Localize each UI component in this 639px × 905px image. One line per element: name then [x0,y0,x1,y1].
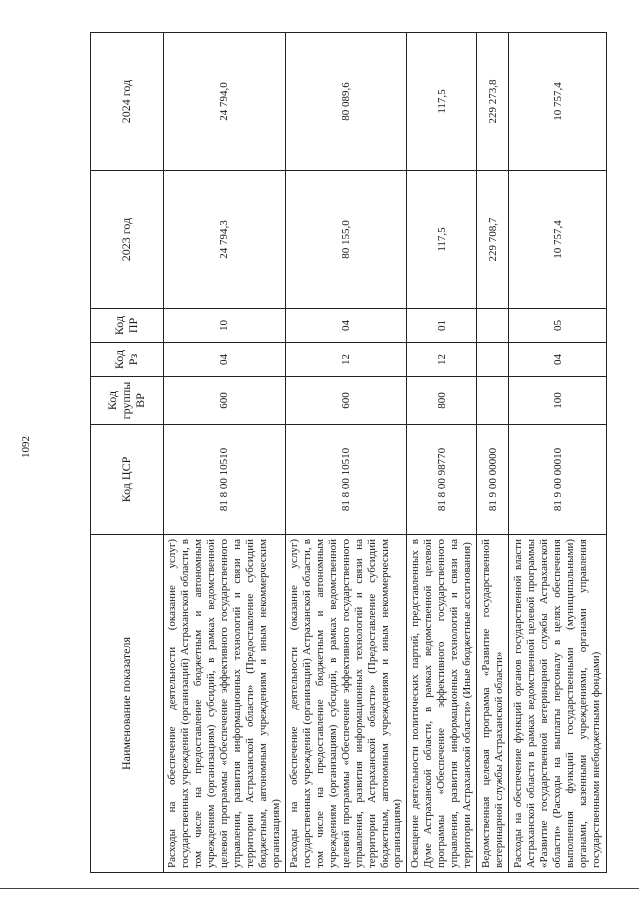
cell-2024: 80 089,6 [285,33,407,171]
page-number: 1092 [20,436,32,458]
cell-vr [477,377,509,425]
cell-pr [477,309,509,343]
header-csr: Код ЦСР [91,425,164,535]
cell-name: Расходы на обеспечение деятельности (оказание услуг) государственных учреждений (организаций) Астраханской области, в том числе на предоставление бюджетным и автономным учреждениям (организациям) субсидий, в рамках ведомственной целевой программы «Обеспечение эффективного государственного управления, развития информационных технологий и связи на территории Астраханской области» (Предоставление субсидий бюджетным, автономным учреждениям и иным некоммерческим организациям) [164,535,286,873]
table-row [407,33,477,873]
cell-name: Расходы на обеспечение деятельности (оказание услуг) государственных учреждений (организаций) Астраханской области, в том числе на предоставление бюджетным и автономным учреждениям (организациям) субсидий, в рамках ведомственной целевой программы «Обеспечение эффективного государственного управления, развития информационных технологий и связи на территории Астраханской области» (Предоставление субсидий бюджетным, автономным учреждениям и иным некоммерческим организациям) [285,535,407,873]
cell-rz [477,343,509,377]
cell-2023: 117,5 [407,171,477,309]
cell-2024: 10 757,4 [509,33,607,171]
cell-2023: 24 794,3 [164,171,286,309]
cell-pr: 01 [407,309,477,343]
cell-csr: 81 9 00 00000 [477,425,509,535]
table-row [164,33,286,873]
cell-vr: 600 [285,377,407,425]
table-row [477,33,509,873]
cell-rz: 12 [285,343,407,377]
header-name: Наименование показателя [91,535,164,873]
table-row [285,33,407,873]
header-2024: 2024 год [91,33,164,171]
cell-vr: 100 [509,377,607,425]
cell-csr: 81 8 00 98770 [407,425,477,535]
table-row [509,33,607,873]
cell-pr: 05 [509,309,607,343]
cell-pr: 04 [285,309,407,343]
cell-2024: 117,5 [407,33,477,171]
page-bottom-rule [0,888,639,889]
rotated-table-container [90,33,603,873]
cell-name: Расходы на обеспечение функций органов государственной власти Астраханской области в рамках ведомственной целевой программы «Развитие государственной ветеринарной службы Астраханской области» (Расходы на выплаты персоналу в целях обеспечения выполнения функций государственными (муниципальными) органами, казенными учреждениями, органами управления государственными внебюджетными фондами) [509,535,607,873]
cell-vr: 800 [407,377,477,425]
cell-csr: 81 8 00 10510 [285,425,407,535]
cell-2023: 229 708,7 [477,171,509,309]
cell-vr: 600 [164,377,286,425]
cell-2024: 229 273,8 [477,33,509,171]
cell-name: Ведомственная целевая программа «Развитие государственной ветеринарной службы Астраханской области» [477,535,509,873]
header-2023: 2023 год [91,171,164,309]
table-header-row [91,33,164,873]
cell-rz: 04 [509,343,607,377]
cell-2024: 24 794,0 [164,33,286,171]
cell-2023: 10 757,4 [509,171,607,309]
cell-name: Освещение деятельности политических партий, представленных в Думе Астраханской области, в рамках ведомственной целевой программы «Обеспечение эффективного государственного управления, развития информационных технологий и связи на территории Астраханской области» (Иные бюджетные ассигнования) [407,535,477,873]
header-vr: Код группы ВР [91,377,164,425]
cell-rz: 12 [407,343,477,377]
cell-rz: 04 [164,343,286,377]
cell-pr: 10 [164,309,286,343]
header-pr: Код ПР [91,309,164,343]
cell-csr: 81 8 00 10510 [164,425,286,535]
header-rz: Код Рз [91,343,164,377]
cell-csr: 81 9 00 00010 [509,425,607,535]
cell-2023: 80 155,0 [285,171,407,309]
budget-table [90,32,607,873]
